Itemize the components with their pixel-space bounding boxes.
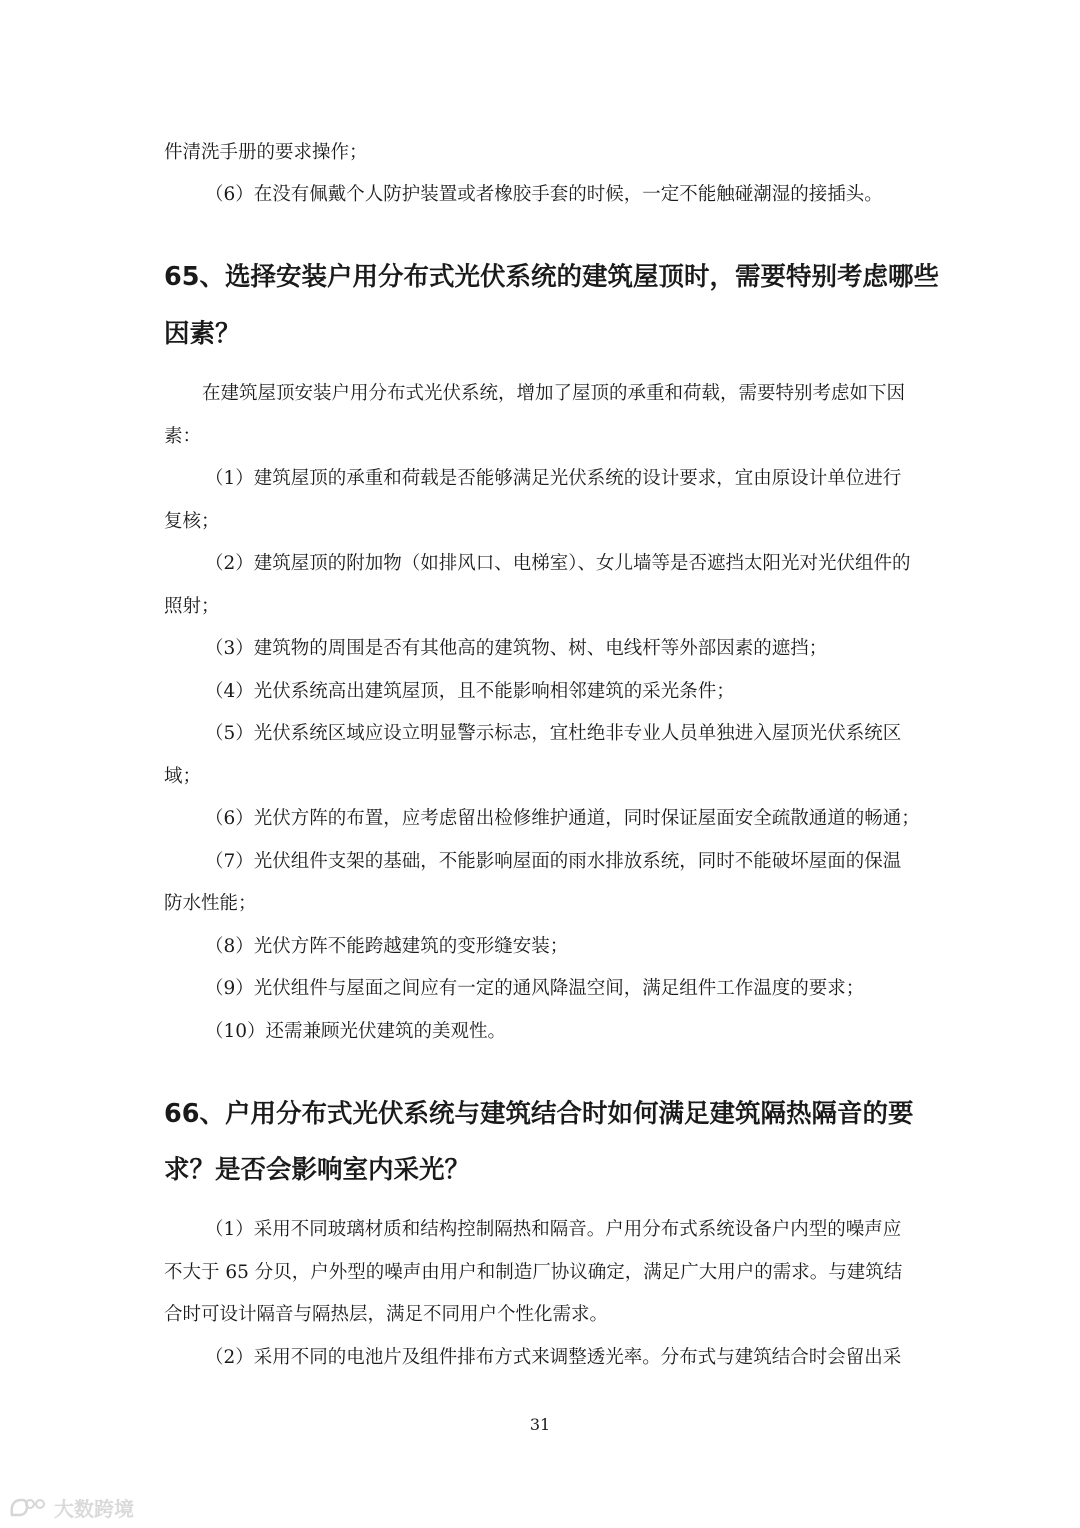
- list-item-line: （5）光伏系统区域应设立明显警示标志，宜杜绝非专业人员单独进入屋顶光伏系统区: [205, 723, 902, 744]
- watermark-text: 大数跨境: [54, 1497, 134, 1521]
- list-item-line: （1）建筑屋顶的承重和荷载是否能够满足光伏系统的设计要求，宜由原设计单位进行: [205, 468, 902, 489]
- list-item-line: 域；: [164, 766, 202, 787]
- intro-paragraph-line: 素：: [164, 426, 202, 447]
- list-item-line: （10）还需兼顾光伏建筑的美观性。: [205, 1021, 507, 1042]
- list-item-line: （9）光伏组件与屋面之间应有一定的通风降温空间，满足组件工作温度的要求；: [205, 978, 865, 999]
- section-heading-65: 65、选择安装户用分布式光伏系统的建筑屋顶时，需要特别考虑哪些: [164, 262, 939, 292]
- paragraph-line: 件清洗手册的要求操作；: [164, 142, 368, 163]
- watermark: [8, 1493, 134, 1522]
- list-item-line: （8）光伏方阵不能跨越建筑的变形缝安装；: [205, 936, 569, 957]
- paragraph-line: （6）在没有佩戴个人防护装置或者橡胶手套的时候，一定不能触碰潮湿的接插头。: [205, 184, 883, 205]
- list-item-line: 防水性能；: [164, 893, 257, 914]
- list-item-line: （2）建筑屋顶的附加物（如排风口、电梯室）、女儿墙等是否遮挡太阳光对光伏组件的: [205, 553, 911, 574]
- list-item-line: （6）光伏方阵的布置，应考虑留出检修维护通道，同时保证屋面安全疏散通道的畅通；: [205, 808, 920, 829]
- list-item-line: 照射；: [164, 596, 220, 617]
- page-number: 31: [529, 1415, 551, 1434]
- intro-paragraph-line: 在建筑屋顶安装户用分布式光伏系统，增加了屋顶的承重和荷载，需要特别考虑如下因: [202, 383, 906, 404]
- list-item-line: 复核；: [164, 511, 220, 532]
- paragraph-line: 合时可设计隔音与隔热层，满足不同用户个性化需求。: [164, 1304, 609, 1325]
- brand-logo-icon: [8, 1495, 50, 1521]
- paragraph-line: 不大于 65 分贝，户外型的噪声由用户和制造厂协议确定，满足广大用户的需求。与建筑结: [164, 1262, 903, 1283]
- list-item-line: （3）建筑物的周围是否有其他高的建筑物、树、电线杆等外部因素的遮挡；: [205, 638, 828, 659]
- paragraph-line: （2）采用不同的电池片及组件排布方式来调整透光率。分布式与建筑结合时会留出采: [205, 1347, 902, 1368]
- paragraph-line: （1）采用不同玻璃材质和结构控制隔热和隔音。户用分布式系统设备户内型的噪声应: [205, 1219, 902, 1240]
- list-item-line: （7）光伏组件支架的基础，不能影响屋面的雨水排放系统，同时不能破坏屋面的保温: [205, 851, 902, 872]
- section-heading-66: 66、户用分布式光伏系统与建筑结合时如何满足建筑隔热隔音的要: [164, 1099, 914, 1129]
- section-heading-65-cont: 因素？: [164, 319, 241, 349]
- section-heading-66-cont: 求？是否会影响室内采光？: [164, 1155, 471, 1185]
- list-item-line: （4）光伏系统高出建筑屋顶，且不能影响相邻建筑的采光条件；: [205, 681, 735, 702]
